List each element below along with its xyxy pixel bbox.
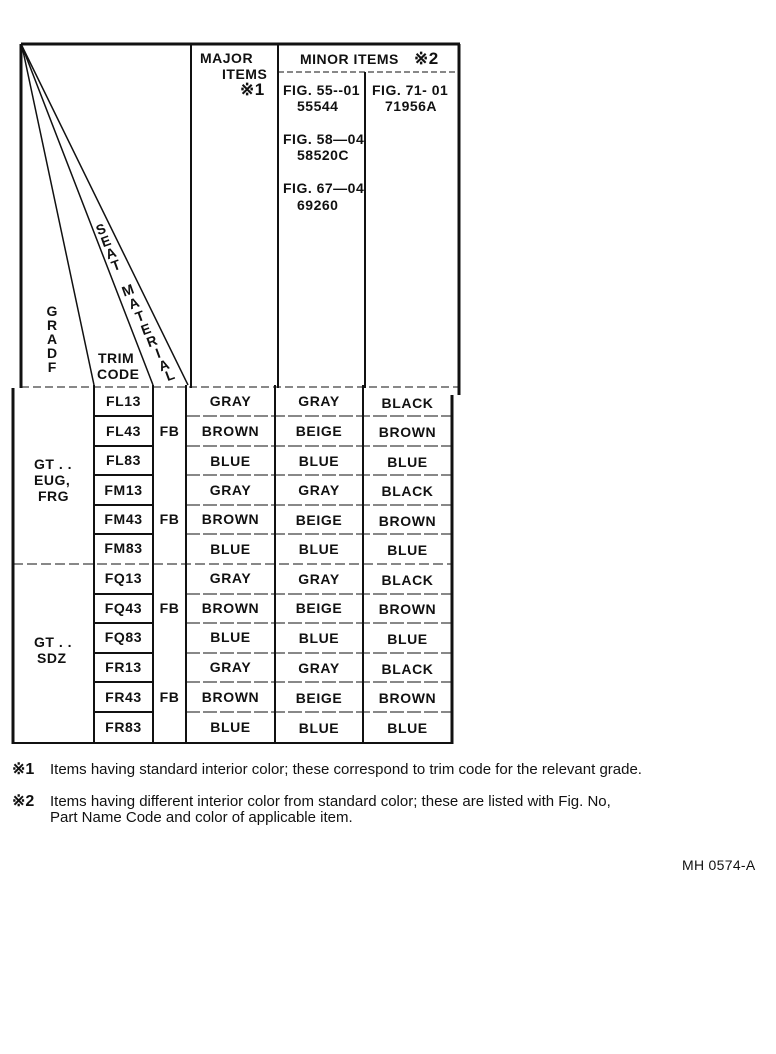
trim-code: FR43 [105, 689, 142, 705]
footnote-text: Items having different interior color from standard color; these are listed with Fig. No, [50, 793, 611, 810]
footnote-2-continuation: Part Name Code and color of applicable item. [50, 809, 353, 826]
trim-code: FQ13 [104, 570, 143, 586]
minor1-color: BEIGE [295, 423, 343, 439]
major-items-footnote-mark: ※1 [240, 80, 265, 99]
trim-code: FM83 [104, 540, 143, 556]
seat-material: FB [159, 600, 180, 616]
footnote-1 [12, 759, 642, 779]
minor2-color: BLUE [387, 720, 428, 736]
major-items-label-line2: ITEMS [222, 66, 268, 82]
footnote-2 [12, 791, 611, 811]
minor2-color: BLACK [381, 572, 434, 588]
minor2-color: BROWN [378, 424, 437, 440]
trim-code: FL13 [105, 393, 142, 409]
minor1-color: BEIGE [295, 690, 343, 706]
trim-code: FQ43 [104, 600, 143, 616]
fig-label: FIG. 55--01 [283, 82, 361, 98]
major-color: BROWN [201, 689, 260, 705]
fig-label: FIG. 58—04 [283, 131, 365, 147]
minor1-color: GRAY [298, 393, 340, 409]
major-color: GRAY [209, 393, 252, 409]
trim-code: FL83 [105, 452, 142, 468]
major-color: BLUE [210, 541, 251, 557]
trim-code: FQ83 [104, 629, 143, 645]
major-items-label-line1: MAJOR [200, 50, 254, 66]
major-color: GRAY [209, 570, 252, 586]
minor2-color: BLACK [381, 395, 434, 411]
major-color: BLUE [210, 453, 251, 469]
minor2-color: BROWN [378, 690, 437, 706]
minor2-color: BLUE [387, 542, 428, 558]
fig-label: FIG. 67—04 [283, 180, 365, 196]
major-color: BROWN [201, 511, 260, 527]
figure-code: MH 0574-A [682, 857, 756, 873]
fig-label: FIG. 71- 01 [372, 82, 449, 98]
major-color: BLUE [210, 719, 251, 735]
minor2-color: BLUE [387, 454, 428, 470]
minor-items-label: MINOR ITEMS [300, 51, 399, 67]
minor1-color: BLUE [298, 630, 340, 646]
trim-code: FM43 [104, 511, 143, 527]
minor1-color: BLUE [298, 541, 340, 557]
part-code: 55544 [297, 98, 339, 114]
major-color: BLUE [210, 629, 251, 645]
minor1-color: BLUE [298, 453, 340, 469]
footnote-text: Items having standard interior color; these correspond to trim code for the relevant grade. [50, 761, 642, 778]
minor2-color: BLACK [381, 483, 434, 499]
trim-code: FR83 [105, 719, 142, 735]
trim-code-label-line1: TRIM [98, 350, 135, 366]
minor1-color: GRAY [298, 482, 340, 498]
seat-material: FB [159, 689, 180, 705]
trim-code: FR13 [105, 659, 142, 675]
footnote-mark: ※2 [12, 793, 35, 810]
minor-items-footnote-mark: ※2 [414, 49, 439, 68]
minor2-color: BLUE [387, 631, 428, 647]
trim-code: FL43 [105, 423, 142, 439]
part-code: 71956A [385, 98, 438, 114]
minor1-color: GRAY [298, 571, 340, 587]
minor1-color: BEIGE [295, 512, 343, 528]
major-color: GRAY [209, 659, 252, 675]
seat-material: FB [159, 423, 180, 439]
minor2-color: BLACK [381, 661, 434, 677]
part-code: 69260 [297, 197, 339, 213]
minor2-color: BROWN [378, 601, 437, 617]
minor1-color: GRAY [298, 660, 340, 676]
major-color: BROWN [201, 423, 260, 439]
minor2-color: BROWN [378, 513, 437, 529]
trim-code-label-line2: CODE [97, 366, 140, 382]
trim-code: FM13 [104, 482, 143, 498]
minor1-color: BEIGE [295, 600, 343, 616]
major-color: GRAY [209, 482, 252, 498]
seat-material: FB [159, 511, 180, 527]
footnote-mark: ※1 [12, 761, 35, 778]
minor1-color: BLUE [298, 720, 340, 736]
part-code: 58520C [297, 147, 350, 163]
major-color: BROWN [201, 600, 260, 616]
